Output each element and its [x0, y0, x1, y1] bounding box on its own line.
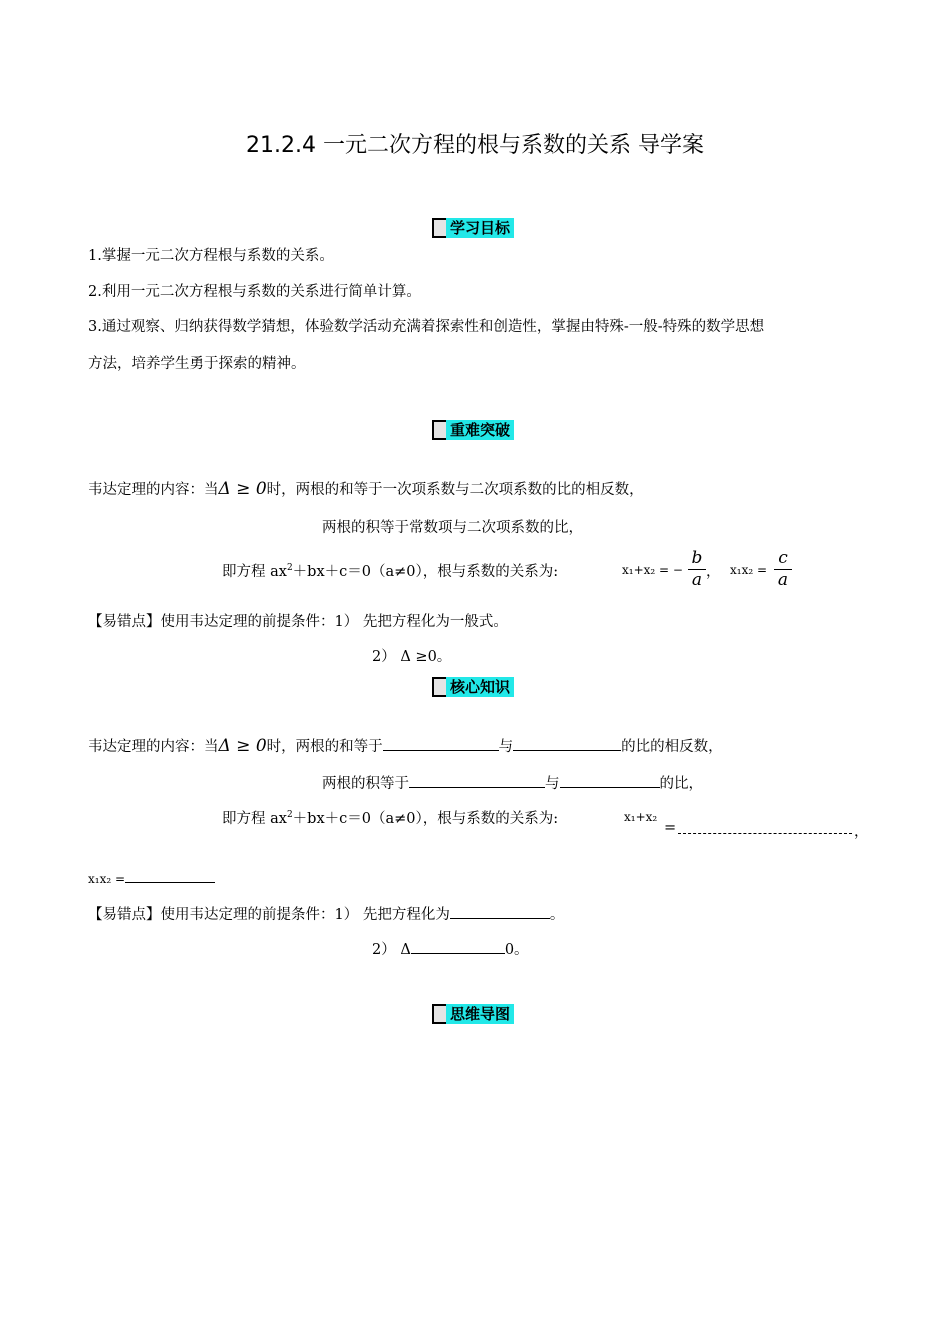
- text: ＋bx＋c＝0（a≠0），根与系数的关系为:: [292, 564, 559, 580]
- section-header-key: [432, 420, 514, 440]
- denominator: a: [691, 570, 703, 590]
- fill-blank[interactable]: [513, 736, 621, 751]
- core-vieta-line-1: [88, 735, 723, 756]
- goal-item-2: 2.利用一元二次方程根与系数的关系进行简单计算。: [88, 284, 421, 300]
- core-sum-eq: =: [664, 820, 677, 836]
- delta-condition: Δ ≥ 0: [218, 479, 267, 499]
- core-vieta-line-2: [322, 772, 703, 793]
- goal-item-3-cont: 方法，培养学生勇于探索的精神。: [88, 356, 306, 372]
- fill-blank[interactable]: [560, 773, 660, 788]
- text: 2） Δ: [372, 942, 411, 958]
- separator: ，: [854, 824, 869, 840]
- section-marker: [432, 1004, 446, 1024]
- key-prod-lhs: x₁x₂ =: [730, 563, 768, 577]
- text: 【易错点】使用韦达定理的前提条件：1） 先把方程化为: [88, 907, 450, 923]
- text: x₁x₂ =: [88, 872, 126, 886]
- core-error-line-1: [88, 903, 564, 924]
- text: 韦达定理的内容：当: [88, 739, 219, 755]
- text: 0。: [504, 942, 529, 958]
- core-sum-blank[interactable]: [678, 814, 852, 838]
- text: 与: [545, 776, 560, 792]
- section-label: 重难突破: [446, 420, 514, 440]
- text: 时，两根的和等于一次项系数与二次项系数的比的相反数，: [266, 482, 644, 498]
- fraction-b-over-a: [688, 548, 706, 590]
- section-marker: [432, 420, 446, 440]
- text: 与: [498, 739, 514, 755]
- text: 。: [549, 907, 565, 923]
- key-error-line-2: 2） Δ ≥0。: [372, 649, 452, 665]
- delta-condition: Δ ≥ 0: [218, 736, 267, 756]
- fill-blank[interactable]: [678, 814, 852, 834]
- key-vieta-line-2: 两根的积等于常数项与二次项系数的比，: [322, 520, 583, 536]
- section-label: 学习目标: [446, 218, 514, 238]
- text: 即方程 ax: [222, 564, 287, 580]
- key-sum-lhs: x₁+x₂ = −: [622, 563, 683, 577]
- core-sum-lhs: x₁+x₂: [624, 810, 658, 824]
- section-label: 思维导图: [446, 1004, 514, 1024]
- fill-blank[interactable]: [409, 773, 545, 788]
- section-header-core: [432, 677, 514, 697]
- numerator: c: [774, 548, 792, 570]
- core-prod-line: [88, 870, 215, 886]
- section-header-goals: [432, 218, 514, 238]
- text: 时，两根的和等于: [266, 739, 383, 755]
- key-vieta-line-3: [222, 560, 558, 581]
- goal-item-3: 3.通过观察、归纳获得数学猜想，体验数学活动充满着探索性和创造性，掌握由特殊-一般-特殊的数学思想: [88, 319, 765, 335]
- fill-blank[interactable]: [125, 870, 215, 883]
- section-marker: [432, 677, 446, 697]
- text: 的比的相反数，: [621, 739, 723, 755]
- goal-item-1: 1.掌握一元二次方程根与系数的关系。: [88, 248, 334, 264]
- key-vieta-line-1: [88, 478, 644, 499]
- text: 两根的积等于: [322, 776, 409, 792]
- text: 的比，: [659, 776, 703, 792]
- core-error-line-2: [372, 938, 529, 959]
- superscript: 2: [286, 810, 293, 821]
- section-marker: [432, 218, 446, 238]
- fill-blank[interactable]: [450, 904, 550, 919]
- separator: ，: [706, 564, 721, 580]
- text: 韦达定理的内容：当: [88, 482, 219, 498]
- section-label: 核心知识: [446, 677, 514, 697]
- page-title: 21.2.4 一元二次方程的根与系数的关系 导学案: [246, 133, 704, 158]
- superscript: 2: [286, 563, 293, 574]
- denominator: a: [777, 570, 789, 590]
- fraction-c-over-a: [774, 548, 792, 590]
- numerator: b: [688, 548, 706, 570]
- section-header-mindmap: [432, 1004, 514, 1024]
- text: ＋bx＋c＝0（a≠0），根与系数的关系为:: [292, 811, 559, 827]
- fill-blank[interactable]: [411, 939, 505, 954]
- fill-blank[interactable]: [383, 736, 499, 751]
- key-error-line-1: 【易错点】使用韦达定理的前提条件：1） 先把方程化为一般式。: [88, 614, 508, 630]
- core-vieta-line-3: [222, 807, 558, 828]
- text: 即方程 ax: [222, 811, 287, 827]
